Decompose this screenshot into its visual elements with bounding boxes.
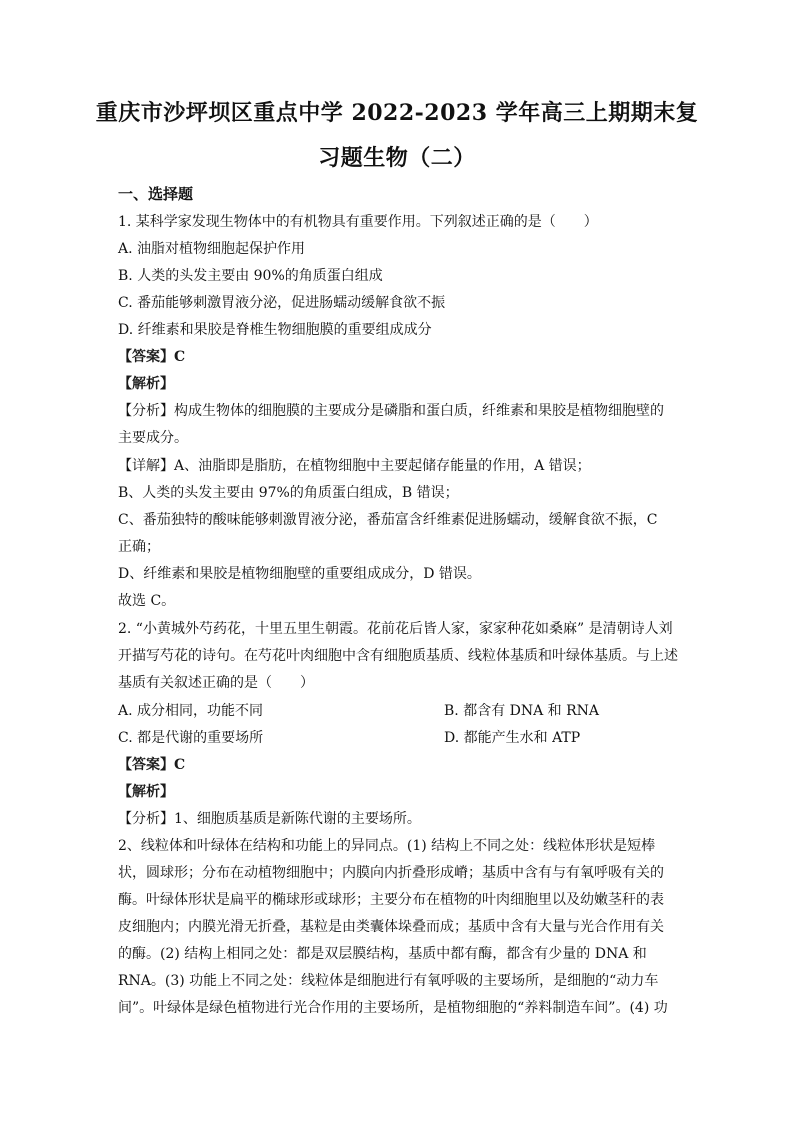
question-2-jiexi-label: 【解析】: [118, 784, 174, 800]
question-1-detail-line: D、纤维素和果胶是植物细胞壁的重要组成成分，D 错误。: [118, 566, 481, 582]
document-title-line-1: 重庆市沙坪坝区重点中学 2022-2023 学年高三上期期末复: [95, 100, 699, 126]
question-2-analysis-line: 【分析】1、细胞质基质是新陈代谢的主要场所。: [118, 811, 421, 827]
question-1-jiexi-label: 【解析】: [118, 376, 174, 392]
question-1-option-c: C. 番茄能够刺激胃液分泌，促进肠蠕动缓解食欲不振: [118, 295, 446, 311]
question-2-analysis-line: 的酶。(2) 结构上相同之处：都是双层膜结构，基质中都有酶，都含有少量的 DNA 和: [118, 946, 647, 962]
question-2-option-a: A. 成分相同，功能不同: [118, 703, 264, 719]
question-2-option-b: B. 都含有 DNA 和 RNA: [444, 703, 600, 719]
question-1-analysis-line: 【分析】构成生物体的细胞膜的主要成分是磷脂和蛋白质，纤维素和果胶是植物细胞壁的: [118, 403, 664, 419]
question-1-option-d: D. 纤维素和果胶是脊椎生物细胞膜的重要组成成分: [118, 322, 432, 338]
question-2-stem-line: 2. “小黄城外芍药花，十里五里生朝霞。花前花后皆人家，家家种花如桑麻” 是清朝诗人刘: [118, 621, 673, 637]
question-1-detail-line: 正确；: [118, 539, 160, 555]
question-1-answer: 【答案】C: [118, 349, 186, 365]
question-2-answer: 【答案】C: [118, 757, 186, 773]
question-2-stem-line: 开描写芍花的诗句。在芍花叶肉细胞中含有细胞质基质、线粒体基质和叶绿体基质。与上述: [118, 648, 678, 664]
question-1-stem: 1. 某科学家发现生物体中的有机物具有重要作用。下列叙述正确的是（ ）: [118, 214, 598, 230]
question-2-analysis-line: 皮细胞内；内膜光滑无折叠，基粒是由类囊体垛叠而成；基质中含有大量与光合作用有关: [118, 919, 664, 935]
question-2-analysis-line: 2、线粒体和叶绿体在结构和功能上的异同点。(1) 结构上不同之处：线粒体形状是短棒: [118, 838, 656, 854]
question-1-detail-line: C、番茄独特的酸味能够刺激胃液分泌，番茄富含纤维素促进肠蠕动，缓解食欲不振，C: [118, 512, 658, 528]
question-2-analysis-line: RNA。(3) 功能上不同之处：线粒体是细胞进行有氧呼吸的主要场所，是细胞的“动力车: [118, 973, 659, 989]
question-2-analysis-line: 间”。叶绿体是绿色植物进行光合作用的主要场所，是植物细胞的“养料制造车间”。(4) 功: [118, 1000, 668, 1016]
question-1-detail-line: 【详解】A、油脂即是脂肪，在植物细胞中主要起储存能量的作用，A 错误；: [118, 458, 591, 474]
question-2-stem-line: 基质有关叙述正确的是（ ）: [118, 675, 314, 691]
section-title: 一、选择题: [118, 185, 194, 203]
document-title-line-2: 习题生物（二）: [318, 145, 476, 171]
question-2-option-c: C. 都是代谢的重要场所: [118, 730, 264, 746]
question-1-conclusion: 故选 C。: [118, 593, 176, 609]
question-2-option-d: D. 都能产生水和 ATP: [444, 730, 581, 746]
question-1-detail-line: B、人类的头发主要由 97%的角质蛋白组成，B 错误；: [118, 485, 459, 501]
question-1-option-b: B. 人类的头发主要由 90%的角质蛋白组成: [118, 268, 383, 284]
question-2-analysis-line: 酶。叶绿体形状是扁平的椭球形或球形；主要分布在植物的叶肉细胞里以及幼嫩茎秆的表: [118, 892, 664, 908]
question-1-option-a: A. 油脂对植物细胞起保护作用: [118, 241, 306, 257]
question-2-analysis-line: 状，圆球形；分布在动植物细胞中；内膜向内折叠形成嵴；基质中含有与有氧呼吸有关的: [118, 865, 664, 881]
question-1-analysis-line: 主要成分。: [118, 430, 188, 446]
